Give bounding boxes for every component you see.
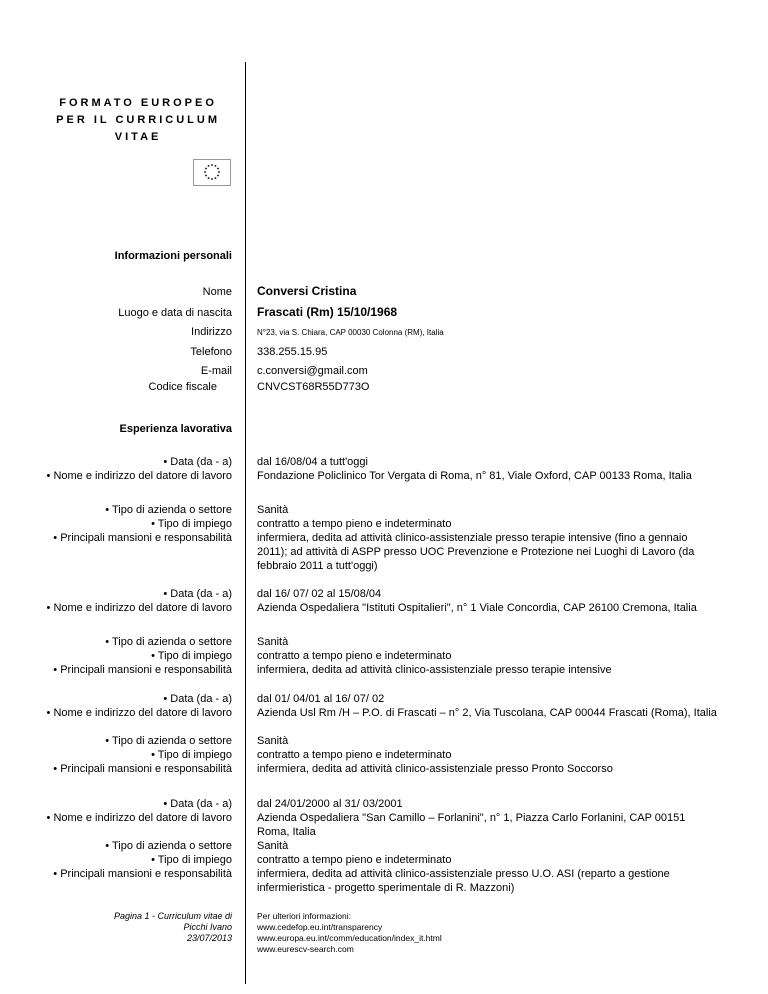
eu-flag-icon [193,159,231,186]
footer-links [257,911,442,955]
label-sector: • Tipo di azienda o settore [105,504,232,516]
label-job-type: • Tipo di impiego [151,749,232,761]
label-job-type: • Tipo di impiego [151,854,232,866]
footer-page-info [114,911,232,944]
label-date: • Data (da - a) [163,456,232,468]
label-phone: Telefono [190,346,232,358]
value-birth: Frascati (Rm) 15/10/1968 [257,305,398,319]
value-duties: infermiera, dedita ad attività clinico-assistenziale presso Pronto Soccorso [257,763,613,775]
label-email: E-mail [200,365,232,377]
value-email: c.conversi@gmail.com [257,365,368,377]
value-duties: infermiera, dedita ad attività clinico-assistenziale presso U.O. ASI (reparto a gestione infermieristica - progetto sperimentale di R. Mazzoni) [257,868,670,894]
label-date: • Data (da - a) [163,798,232,810]
label-sector: • Tipo di azienda o settore [105,735,232,747]
value-job-type: contratto a tempo pieno e indeterminato [257,749,452,761]
title-line-3: VITAE [114,131,162,143]
label-duties: • Principali mansioni e responsabilità [53,763,232,775]
value-sector: Sanità [257,840,289,852]
value-date: dal 24/01/2000 al 31/ 03/2001 [257,798,403,810]
label-duties: • Principali mansioni e responsabilità [53,868,232,880]
label-duties: • Principali mansioni e responsabilità [53,664,232,676]
label-sector: • Tipo di azienda o settore [105,636,232,648]
value-tax-code: CNVCST68R55D773O [257,381,370,393]
label-employer: • Nome e indirizzo del datore di lavoro [46,812,232,824]
value-sector: Sanità [257,636,289,648]
value-job-type: contratto a tempo pieno e indeterminato [257,518,452,530]
value-address: N°23, via S. Chiara, CAP 00030 Colonna (RM), Italia [257,328,444,337]
title-line-1: FORMATO EUROPEO [59,97,217,109]
footer-page-line: Pagina 1 - Curriculum vitae di [113,911,232,921]
value-phone: 338.255.15.95 [257,346,328,358]
label-employer: • Nome e indirizzo del datore di lavoro [46,470,232,482]
value-sector: Sanità [257,504,289,516]
footer-date: 23/07/2013 [186,933,232,943]
label-date: • Data (da - a) [163,588,232,600]
title-line-2: PER IL CURRICULUM [56,114,220,126]
label-birth: Luogo e data di nascita [118,307,232,319]
section-work-experience: Esperienza lavorativa [119,423,232,435]
value-name: Conversi Cristina [257,284,357,298]
vertical-divider [245,62,246,984]
label-name: Nome [202,286,232,298]
label-duties: • Principali mansioni e responsabilità [53,532,232,544]
label-employer: • Nome e indirizzo del datore di lavoro [46,602,232,614]
footer-link-eurescv[interactable]: www.eurescv-search.com [257,944,354,954]
value-date: dal 16/08/04 a tutt'oggi [257,456,368,468]
value-employer: Azienda Ospedaliera "San Camillo – Forlanini", n° 1, Piazza Carlo Forlanini, CAP 00151 Roma, Italia [257,812,686,838]
label-address: Indirizzo [191,326,232,338]
label-tax-code: Codice fiscale [148,381,217,393]
value-duties: infermiera, dedita ad attività clinico-assistenziale presso terapie intensive (fino a gennaio 2011); ad attività di ASPP presso UOC Prevenzione e Protezione nei Luoghi di Lavoro (da febbraio 2011 a tutt'oggi) [257,532,695,572]
footer-owner: Picchi Ivano [183,922,232,932]
value-employer: Azienda Usl Rm /H – P.O. di Frascati – n° 2, Via Tuscolana, CAP 00044 Frascati (Roma), Italia [257,707,717,719]
label-job-type: • Tipo di impiego [151,650,232,662]
section-personal-info: Informazioni personali [114,250,232,262]
label-sector: • Tipo di azienda o settore [105,840,232,852]
footer-more-info: Per ulteriori informazioni: [257,911,352,921]
value-job-type: contratto a tempo pieno e indeterminato [257,854,452,866]
value-sector: Sanità [257,735,289,747]
value-duties: infermiera, dedita ad attività clinico-assistenziale presso terapie intensive [257,664,612,676]
label-date: • Data (da - a) [163,693,232,705]
cv-title [56,95,220,146]
value-date: dal 01/ 04/01 al 16/ 07/ 02 [257,693,385,705]
value-employer: Fondazione Policlinico Tor Vergata di Roma, n° 81, Viale Oxford, CAP 00133 Roma, Italia [257,470,692,482]
value-employer: Azienda Ospedaliera "Istituti Ospitalieri", n° 1 Viale Concordia, CAP 26100 Cremona, Italia [257,602,697,614]
value-job-type: contratto a tempo pieno e indeterminato [257,650,452,662]
footer-link-cedefop[interactable]: www.cedefop.eu.int/transparency [257,922,383,932]
label-job-type: • Tipo di impiego [151,518,232,530]
footer-link-europa[interactable]: www.europa.eu.int/comm/education/index_it.html [257,933,442,943]
label-employer: • Nome e indirizzo del datore di lavoro [46,707,232,719]
value-date: dal 16/ 07/ 02 al 15/08/04 [257,588,382,600]
